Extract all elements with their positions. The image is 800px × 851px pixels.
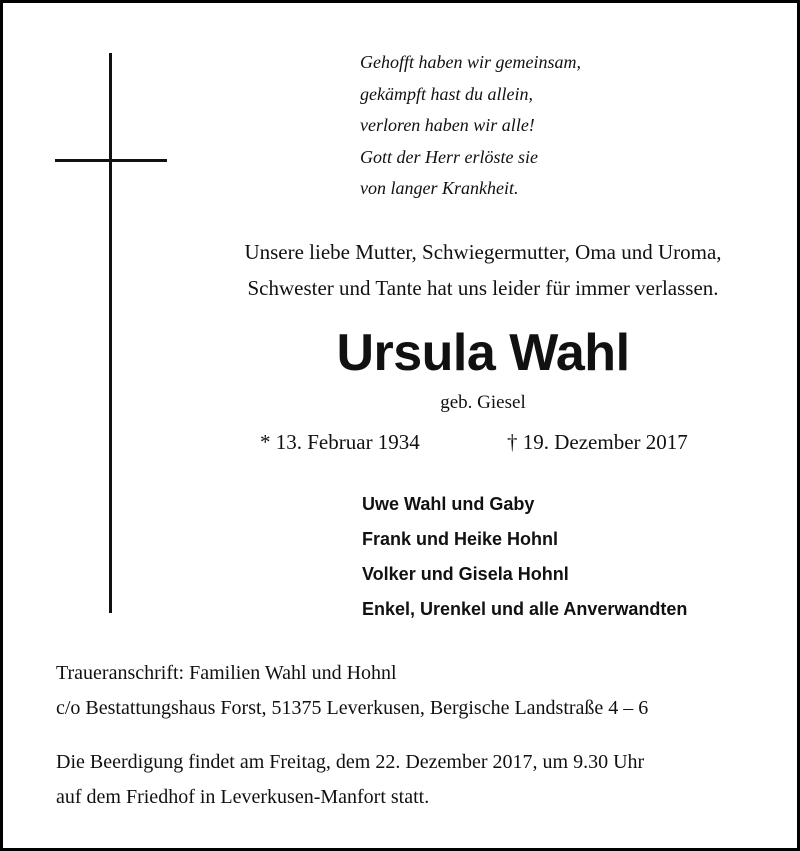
mourner-entry: Volker und Gisela Hohnl	[362, 564, 569, 584]
verse-line: von langer Krankheit.	[360, 178, 519, 198]
verse-line: Gehofft haben wir gemeinsam,	[360, 52, 581, 72]
maiden-name: geb. Giesel	[440, 392, 526, 413]
funeral-details	[56, 745, 644, 815]
birth-date: * 13. Februar 1934	[260, 430, 420, 454]
verse-line: Gott der Herr erlöste sie	[360, 146, 538, 167]
verse-line: gekämpft hast du allein,	[360, 83, 533, 104]
announcement-line: Schwester und Tante hat uns leider für immer verlassen.	[247, 276, 719, 300]
announcement-line: Unsere liebe Mutter, Schwiegermutter, Oma und Uroma,	[244, 240, 722, 264]
funeral-line: Die Beerdigung findet am Freitag, dem 22. Dezember 2017, um 9.30 Uhr	[56, 751, 645, 773]
funeral-line: auf dem Friedhof in Leverkusen-Manfort statt.	[56, 786, 430, 808]
memorial-verse	[360, 47, 581, 205]
deceased-name: Ursula Wahl	[336, 324, 630, 382]
cross-vertical-bar	[109, 53, 112, 613]
cross-horizontal-bar	[55, 159, 167, 162]
mourner-entry: Frank und Heike Hohnl	[362, 529, 559, 549]
death-date: † 19. Dezember 2017	[507, 430, 688, 454]
address-line: c/o Bestattungshaus Forst, 51375 Leverkusen, Bergische Landstraße 4 – 6	[56, 697, 649, 719]
mourning-address	[56, 656, 648, 726]
announcement-text	[183, 234, 783, 306]
verse-line: verloren haben wir alle!	[360, 115, 535, 135]
address-line: Traueranschrift: Familien Wahl und Hohnl	[56, 662, 397, 684]
mourner-entry: Uwe Wahl und Gaby	[362, 494, 535, 514]
mourner-entry: Enkel, Urenkel und alle Anverwandten	[362, 599, 688, 619]
mourners-list	[362, 487, 687, 627]
